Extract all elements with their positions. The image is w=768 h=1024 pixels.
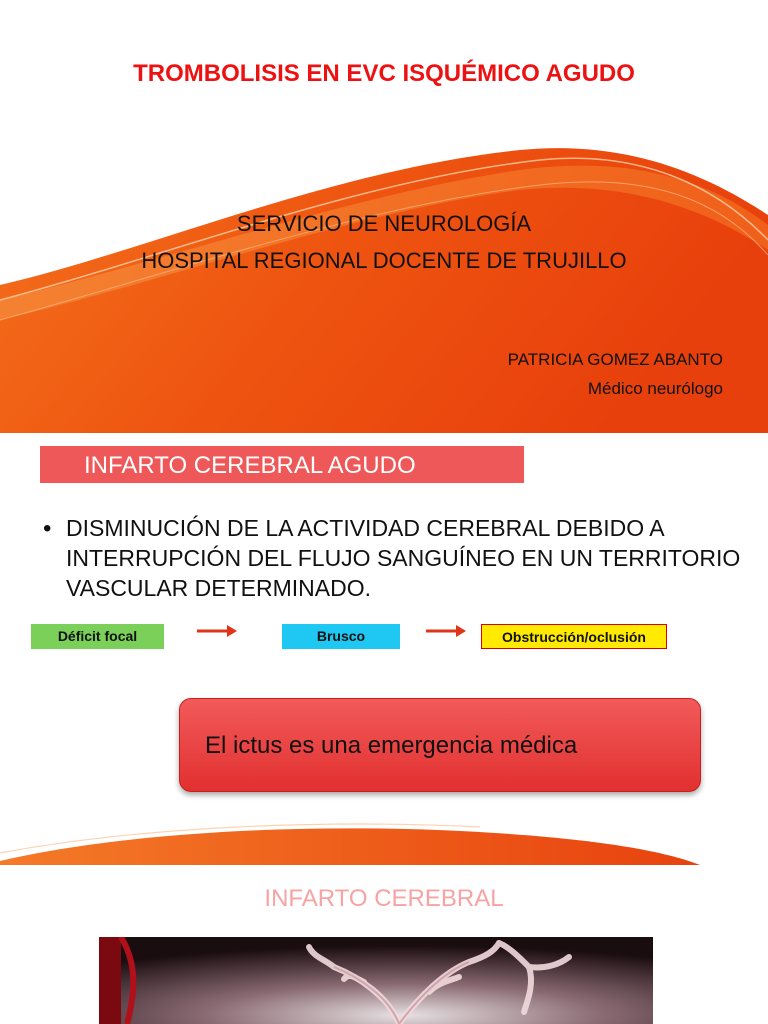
service-name: SERVICIO DE NEUROLOGÍA <box>236 211 532 236</box>
title-slide <box>0 0 768 433</box>
author-name: PATRICIA GOMEZ ABANTO <box>507 350 723 369</box>
orange-wave-bottom <box>0 813 768 865</box>
emergency-callout <box>179 698 701 792</box>
definition-bullet: DISMINUCIÓN DE LA ACTIVIDAD CEREBRAL DEBIDO A INTERRUPCIÓN DEL FLUJO SANGUÍNEO EN UN TERRITORIO VASCULAR DETERMINADO. <box>66 515 741 601</box>
callout-text: El ictus es una emergencia médica <box>205 732 578 759</box>
arrow-right-icon <box>426 624 466 638</box>
arrow-right-icon <box>197 624 237 638</box>
cerebral-vessel-image <box>99 937 653 1024</box>
definition-slide <box>0 433 768 865</box>
flow-step-deficit-focal: Déficit focal <box>31 624 164 649</box>
presentation-title: TROMBOLISIS EN EVC ISQUÉMICO AGUDO <box>133 60 635 87</box>
flow-step-obstruccion: Obstrucción/oclusión <box>481 624 667 649</box>
infarct-slide <box>0 865 768 1024</box>
hospital-name: HOSPITAL REGIONAL DOCENTE DE TRUJILLO <box>141 248 627 273</box>
author-role: Médico neurólogo <box>587 379 723 398</box>
flow-step-brusco: Brusco <box>282 624 400 649</box>
bullet-marker: • <box>43 515 52 542</box>
slide-title: INFARTO CEREBRAL <box>264 885 504 912</box>
slide-heading: INFARTO CEREBRAL AGUDO <box>84 452 416 479</box>
